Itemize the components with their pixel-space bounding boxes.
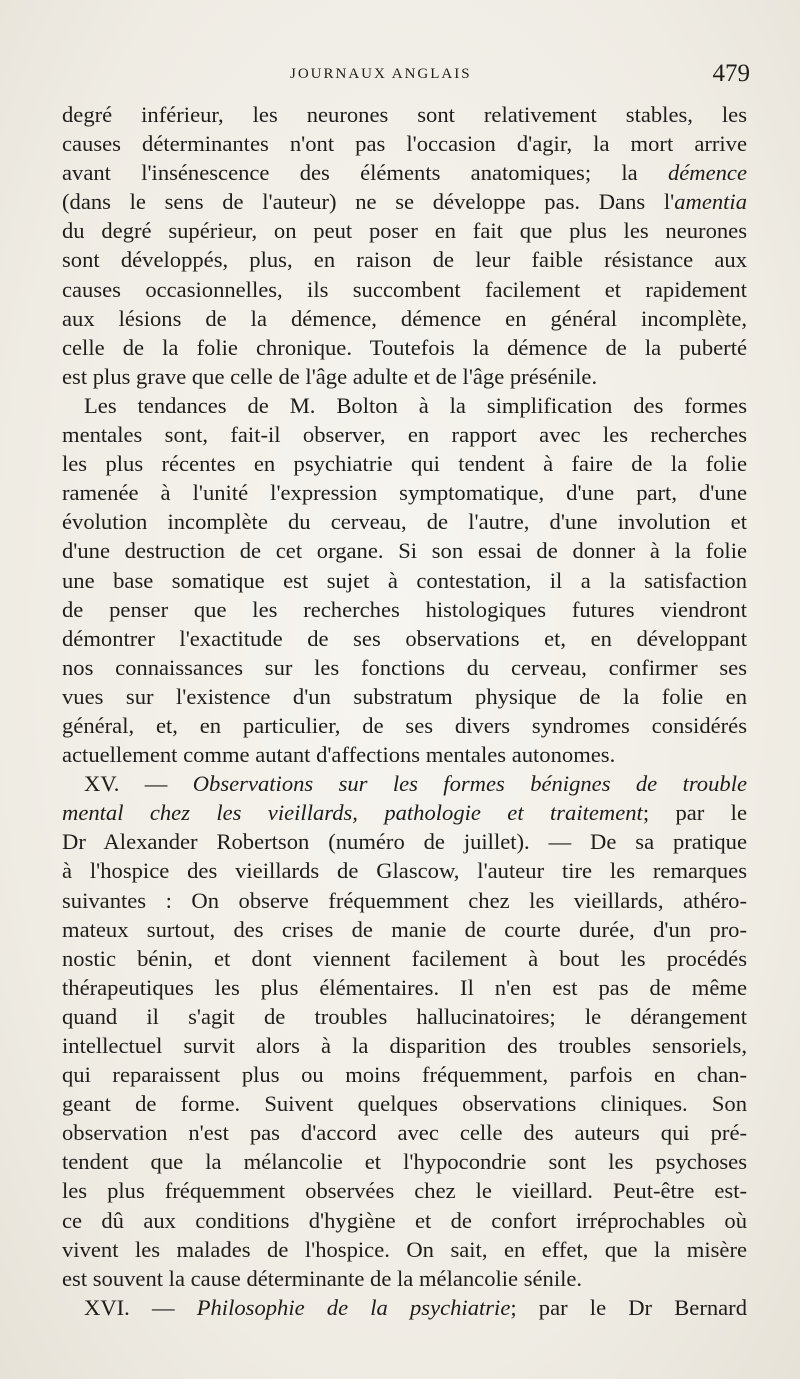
text-line: observation n'est pas d'accord avec celle des auteurs qui pré-: [62, 1120, 747, 1146]
text-line: geant de forme. Suivent quelques observations cliniques. Son: [62, 1091, 747, 1117]
text-line: est souvent la cause déterminante de la mélancolie sénile.: [62, 1265, 583, 1291]
text-line: Dr Alexander Robertson (numéro de juillet). — De sa pratique: [62, 829, 747, 855]
text-line: mateux surtout, des crises de manie de courte durée, d'un pro-: [62, 916, 747, 942]
running-title: JOURNAUX ANGLAIS: [290, 66, 472, 82]
text-line: une base somatique est sujet à contestation, il a la satisfaction: [62, 567, 747, 593]
text-line: aux lésions de la démence, démence en général incomplète,: [62, 305, 747, 331]
text-line: d'une destruction de cet organe. Si son essai de donner à la folie: [62, 538, 747, 564]
body-text: [62, 100, 747, 1322]
text-line: (dans le sens de l'auteur) ne se développe pas. Dans l'amentia: [62, 189, 747, 215]
page-number: 479: [712, 60, 750, 87]
text-line: sont développés, plus, en raison de leur faible résistance aux: [62, 247, 747, 273]
text-line: est plus grave que celle de l'âge adulte et de l'âge présénile.: [62, 363, 598, 389]
text-line: actuellement comme autant d'affections mentales autonomes.: [62, 742, 616, 768]
text-line: démontrer l'exactitude de ses observations et, en développant: [62, 625, 747, 651]
text-line: mentales sont, fait-il observer, en rapport avec les recherches: [62, 422, 747, 448]
section-heading-xv: XV. — Observations sur les formes bénignes de trouble: [84, 771, 747, 797]
page-header: [60, 60, 750, 96]
text-line: degré inférieur, les neurones sont relativement stables, les: [62, 102, 747, 127]
text-line: nostic bénin, et dont viennent facilement à bout les procédés: [62, 945, 747, 971]
text-line: les plus récentes en psychiatrie qui tendent à faire de la folie: [62, 451, 747, 477]
text-line: vues sur l'existence d'un substratum physique de la folie en: [62, 683, 747, 709]
text-line: vivent les malades de l'hospice. On sait, en effet, que la misère: [62, 1236, 747, 1262]
text-line: causes déterminantes n'ont pas l'occasion d'agir, la mort arrive: [62, 131, 747, 157]
text-line: suivantes : On observe fréquemment chez les vieillards, athéro-: [62, 887, 747, 913]
text-line: évolution incomplète du cerveau, de l'autre, d'une involution et: [62, 509, 747, 535]
text-line: mental chez les vieillards, pathologie et traitement; par le: [62, 800, 747, 826]
text-line: de penser que les recherches histologiques futures viendront: [62, 596, 747, 622]
text-line: ramenée à l'unité l'expression symptomatique, d'une part, d'une: [62, 480, 747, 506]
text-line: qui reparaissent plus ou moins fréquemment, parfois en chan-: [62, 1062, 747, 1088]
text-line: avant l'insénescence des éléments anatomiques; la démence: [62, 160, 747, 186]
text-line: nos connaissances sur les fonctions du cerveau, confirmer ses: [62, 654, 747, 680]
text-line: celle de la folie chronique. Toutefois la démence de la puberté: [62, 334, 747, 360]
section-heading-xvi: XVI. — Philosophie de la psychiatrie; par le Dr Bernard: [84, 1294, 747, 1320]
text-line: à l'hospice des vieillards de Glascow, l'auteur tire les remarques: [62, 858, 747, 884]
text-line: thérapeutiques les plus élémentaires. Il n'en est pas de même: [62, 974, 747, 1000]
text-line: intellectuel survit alors à la disparition des troubles sensoriels,: [62, 1033, 747, 1058]
text-line: du degré supérieur, on peut poser en fait que plus les neurones: [62, 218, 747, 244]
text-line: quand il s'agit de troubles hallucinatoires; le dérangement: [62, 1003, 747, 1029]
text-line: tendent que la mélancolie et l'hypocondrie sont les psychoses: [62, 1149, 747, 1175]
text-line: Les tendances de M. Bolton à la simplification des formes: [84, 392, 747, 418]
text-line: ce dû aux conditions d'hygiène et de confort irréprochables où: [62, 1207, 747, 1233]
text-line: général, et, en particulier, de ses divers syndromes considérés: [62, 712, 747, 738]
text-line: les plus fréquemment observées chez le vieillard. Peut-être est-: [62, 1178, 747, 1204]
text-line: causes occasionnelles, ils succombent facilement et rapidement: [62, 276, 747, 302]
